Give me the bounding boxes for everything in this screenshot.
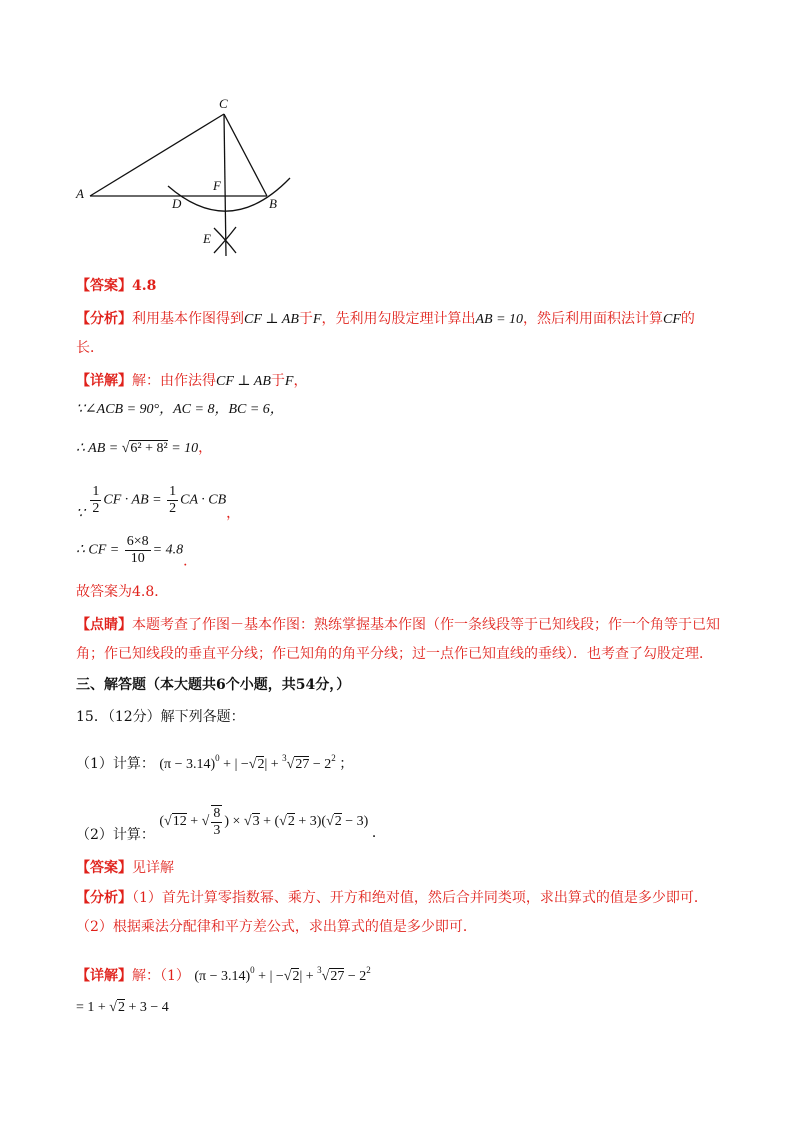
comment-tag: 【点睛】 xyxy=(76,617,132,633)
q15-analysis-line2 xyxy=(76,917,477,937)
q14-detail xyxy=(76,371,307,392)
q15-part2 xyxy=(76,805,386,845)
detail-text: 解：（1） xyxy=(132,968,190,984)
because2-right: CA · CB xyxy=(180,492,227,508)
because2-left: CF · AB = xyxy=(103,492,166,508)
analysis-text: ，先利用勾股定理计算出 xyxy=(321,311,476,327)
q14-comment xyxy=(76,615,720,635)
detail-math-f: F xyxy=(284,374,294,389)
analysis-text: ，然后利用面积法计算 xyxy=(523,311,664,327)
q15-answer xyxy=(76,858,174,878)
answer-tag: 【答案】 xyxy=(76,860,132,876)
detail-tag: 【详解】 xyxy=(76,373,132,389)
q15-stem-text: 15．（12分）解下列各题： xyxy=(76,709,245,725)
therefore-ab-post: = 10 xyxy=(171,441,199,456)
segment-ce xyxy=(224,114,226,256)
part1-expression: $(\pi - 3.14)^0$ + | $-√2| + ^3√27 - 2^2$ xyxy=(159,753,336,772)
therefore-ab-radicand: 6² + 8² xyxy=(130,441,168,456)
segment-cb xyxy=(224,114,267,196)
part2-label: （2）计算： xyxy=(76,827,155,844)
therefore-ab-pre: ∴ AB = xyxy=(76,441,122,456)
because-line-1 xyxy=(76,400,284,420)
answer-tag: 【答案】 xyxy=(76,278,132,294)
analysis-text: （1）首先计算零指数幂、乘方、开方和绝对值，然后合并同类项，求出算式的值是多少即可． xyxy=(132,890,708,906)
half-fraction-2: $\frac{1}{2}$ xyxy=(169,484,177,516)
therefore-cf-dot: ． xyxy=(183,554,198,570)
q15-part1 xyxy=(76,748,353,775)
q15-analysis xyxy=(76,888,708,908)
analysis-text: （2）根据乘法分配律和平方差公式，求出算式的值是多少即可． xyxy=(76,919,477,935)
detail-text: 于 xyxy=(270,373,285,389)
q14-analysis-line2 xyxy=(76,338,104,358)
point-label-f: F xyxy=(213,178,221,193)
segment-ac xyxy=(90,114,224,196)
section-heading xyxy=(76,675,350,695)
analysis-tag: 【分析】 xyxy=(76,890,132,906)
q15-stem xyxy=(76,707,245,727)
detail-tag: 【详解】 xyxy=(76,968,132,984)
analysis-math-cf: CF xyxy=(663,312,681,327)
q15-detail xyxy=(76,960,371,987)
analysis-text: 利用基本作图得到 xyxy=(132,311,244,327)
therefore-cf-line xyxy=(76,534,197,573)
answer-value: 4.8 xyxy=(132,278,157,294)
analysis-math-cf-ab: CF ⊥ AB xyxy=(244,312,299,327)
therefore-cf-pre: ∴ CF = xyxy=(76,542,123,558)
part1-semicolon: ； xyxy=(339,756,354,772)
section-heading-text: 三、解答题（本大题共6个小题，共54分，） xyxy=(76,677,351,693)
q14-answer xyxy=(76,276,156,296)
half-fraction-1: $\frac{1}{2}$ xyxy=(92,484,100,516)
therefore-ab-comma: ， xyxy=(198,441,213,456)
q14-comment-line2 xyxy=(76,644,713,664)
point-label-b: B xyxy=(269,196,277,211)
point-label-d: D xyxy=(172,196,182,211)
analysis-text: 的 xyxy=(680,311,695,327)
because-line-2 xyxy=(76,484,240,524)
part1-label: （1）计算： xyxy=(76,756,155,772)
part2-expression: (√12 + √ $\frac{8}{3}$ ) × √3 + (√2 + 3)(√2 − 3) xyxy=(159,806,369,838)
because-symbol: ∵ xyxy=(76,506,85,522)
point-label-a: A xyxy=(76,186,84,201)
answer-text: 见详解 xyxy=(132,860,174,876)
detail-text: ， xyxy=(293,373,308,389)
q14-conclusion xyxy=(76,582,168,602)
step-line-1: = 1 + √2 + 3 − 4 xyxy=(76,1000,169,1015)
q14-analysis xyxy=(76,309,695,330)
comment-text: 角；作已知线段的垂直平分线；作已知角的角平分线；过一点作已知直线的垂线）．也考查了勾股定理． xyxy=(76,646,713,662)
therefore-ab-line: ∴ AB = √6² + 8² = 10， xyxy=(76,441,213,456)
detail-math-cf-ab: CF ⊥ AB xyxy=(216,374,271,389)
analysis-math-f: F xyxy=(312,312,322,327)
because2-comma: ， xyxy=(226,506,241,522)
cf-fraction: $\frac{6\times 8}{10}$ xyxy=(126,534,149,566)
geometry-figure xyxy=(0,0,800,270)
conclusion-text: 故答案为4.8． xyxy=(76,584,169,600)
comment-text: 本题考查了作图－基本作图：熟练掌握基本作图（作一条线段等于已知线段；作一个角等于已知 xyxy=(132,617,720,633)
point-label-e: E xyxy=(203,231,211,246)
therefore-cf-post: = 4.8 xyxy=(152,542,184,558)
analysis-tag: 【分析】 xyxy=(76,311,132,327)
analysis-text: 于 xyxy=(298,311,313,327)
analysis-math-ab10: AB = 10 xyxy=(475,312,524,327)
analysis-text: 长． xyxy=(76,340,104,356)
detail-text: 解：由作法得 xyxy=(132,373,216,389)
detail-expression: $(\pi - 3.14)^0$ + | $-√2| + ^3√27 - 2^2$ xyxy=(194,965,371,984)
part2-dot: ． xyxy=(371,825,386,842)
point-label-c: C xyxy=(219,96,228,111)
because-text: ∵∠ACB = 90°，AC = 8，BC = 6， xyxy=(76,402,284,417)
